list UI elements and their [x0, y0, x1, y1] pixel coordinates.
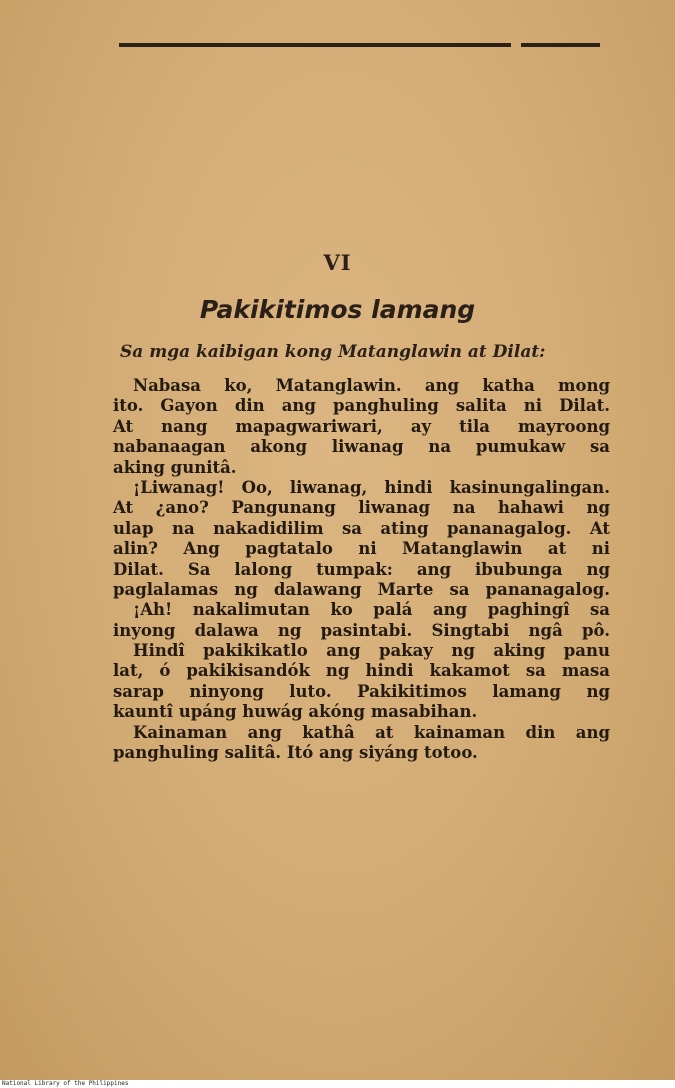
chapter-title: Pakikitimos lamang	[199, 295, 476, 324]
body-line: kauntî upáng huwág akóng masabihan.	[113, 702, 478, 722]
body-line: inyong dalawa ng pasintabi. Singtabi ngâ pô.	[113, 620, 610, 640]
body-line: Hindî pakikikatlo ang pakay ng aking panu	[133, 641, 610, 661]
body-line: Nabasa ko, Matanglawin. ang katha mong	[133, 376, 610, 395]
header-rule-long	[119, 43, 511, 47]
body-line: At nang mapagwariwari, ay tila mayroong	[113, 416, 610, 436]
footer-credit: National Library of the Philippines	[2, 1080, 129, 1087]
body-line: Dilat. Sa lalong tumpak: ang ibubunga ng	[113, 559, 610, 579]
body-line: panghuling salitâ. Itó ang siyáng totoo.	[113, 743, 478, 763]
body-line: alin? Ang pagtatalo ni Matanglawin at ni	[113, 539, 610, 559]
body-line: At ¿ano? Pangunang liwanag na hahawi ng	[113, 498, 610, 518]
salutation: Sa mga kaibigan kong Matanglawin at Dilat:	[120, 342, 546, 362]
body-line: ¡Ah! nakalimutan ko palá ang paghingî sa	[133, 600, 610, 620]
body-line: paglalamas ng dalawang Marte sa pananagalog.	[113, 579, 610, 599]
body-line: aking gunitâ.	[113, 457, 237, 477]
header-rule-short	[521, 43, 600, 47]
body-text	[113, 376, 610, 763]
body-line: ulap na nakadidilim sa ating pananagalog. At	[113, 518, 610, 538]
body-line: sarap ninyong luto. Pakikitimos lamang ng	[113, 681, 610, 701]
body-line: lat, ó pakikisandók ng hindi kakamot sa masa	[113, 661, 610, 681]
body-line: nabanaagan akong liwanag na pumukaw sa	[113, 437, 610, 457]
body-line: ¡Liwanag! Oo, liwanag, hindi kasinungalingan.	[133, 477, 610, 497]
body-line: Kainaman ang kathâ at kainaman din ang	[133, 722, 610, 742]
chapter-numeral: VI	[323, 250, 352, 275]
body-line: ito. Gayon din ang panghuling salita ni Dilat.	[113, 396, 610, 416]
